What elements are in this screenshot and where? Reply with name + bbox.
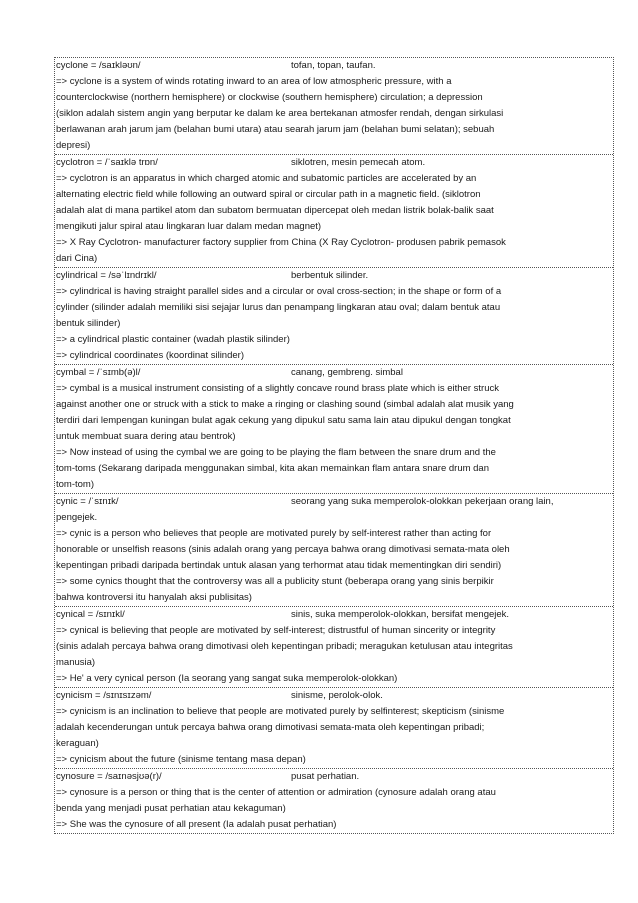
entry-text-line: (siklon adalah sistem angin yang berputar ke dalam ke area bertekanan atmosfer rendah, dengan sirkulasi xyxy=(56,108,504,119)
entry-translation: siklotren, mesin pemecah atom. xyxy=(291,157,426,168)
entry-text-line: cylinder (silinder adalah memiliki sisi sejajar lurus dan penampang lingkaran atau oval; dalam bentuk atau xyxy=(56,302,501,313)
entry-text-line: manusia) xyxy=(56,657,96,668)
entry-text-line: => cylindrical is having straight parallel sides and a circular or oval cross-section; in the shape or form of a xyxy=(56,286,502,297)
entry-text-line: pengejek. xyxy=(56,512,98,523)
entry-headword: cynosure = /saɪnəsjʊə(r)/ xyxy=(56,771,162,782)
entry-text-line: (sinis adalah percaya bahwa orang dimotivasi oleh kepentingan pribadi; meragukan ketulusan atau integritas xyxy=(56,641,513,652)
entry-text-line: => cyclone is a system of winds rotating inward to an area of low atmospheric pressure, with a xyxy=(56,76,452,87)
entry-text-line: alternating electric field while following an outward spiral or circular path in a magnetic field. (siklotron xyxy=(56,189,481,200)
entry-text-line: => She was the cynosure of all present (Ia adalah pusat perhatian) xyxy=(56,819,337,830)
entry-text-line: => cynosure is a person or thing that is the center of attention or admiration (cynosure adalah orang atau xyxy=(56,787,496,798)
entry-text-line: => cynicism is an inclination to believe that people are motivated purely by selfinterest; skepticism (sinisme xyxy=(56,706,505,717)
entry-text-line: untuk membuat suara dering atau bentrok) xyxy=(56,431,236,442)
entry-translation: canang, gembreng. simbal xyxy=(291,367,403,378)
entry-translation: pusat perhatian. xyxy=(291,771,360,782)
entry-text-line: bentuk silinder) xyxy=(56,318,121,329)
entry-header xyxy=(56,268,612,284)
entry-header xyxy=(56,494,612,510)
entry-text-line: => some cynics thought that the controversy was all a publicity stunt (beberapa orang yang sinis berpikir xyxy=(56,576,494,587)
entry-text-line: => cynicism about the future (sinisme tentang masa depan) xyxy=(56,754,306,765)
entry-text-line: keraguan) xyxy=(56,738,99,749)
entry-text-line: honorable or unselfish reasons (sinis adalah orang yang percaya bahwa orang dimotivasi semata-mata oleh xyxy=(56,544,510,555)
entry-text-line: => cylindrical coordinates (koordinat silinder) xyxy=(56,350,244,361)
entry-header xyxy=(56,769,612,785)
entry-text-line: dari Cina) xyxy=(56,253,98,264)
glossary-entry xyxy=(55,364,613,493)
entry-headword: cynical = /sɪnɪkl/ xyxy=(56,609,125,620)
entry-headword: cylindrical = /səˈlɪndrɪkl/ xyxy=(56,270,157,281)
entry-text-line: => cyclotron is an apparatus in which charged atomic and subatomic particles are accelerated by an xyxy=(56,173,477,184)
entry-headword: cynicism = /sɪnɪsɪzəm/ xyxy=(56,690,152,701)
entry-translation: sinis, suka memperolok-olokkan, bersifat mengejek. xyxy=(291,609,510,620)
entry-text-line: against another one or struck with a stick to make a ringing or clashing sound (simbal adalah alat musik yang xyxy=(56,399,514,410)
entry-text-line: benda yang menjadi pusat perhatian atau kekaguman) xyxy=(56,803,286,814)
entry-translation: sinisme, perolok-olok. xyxy=(291,690,383,701)
entry-text-line: adalah alat di mana partikel atom dan subatom bermuatan dipercepat oleh medan listrik bolak-balik saat xyxy=(56,205,494,216)
entry-text-line: adalah kecenderungan untuk percaya bahwa orang dimotivasi semata-mata oleh kepentingan pribadi; xyxy=(56,722,485,733)
entry-text-line: counterclockwise (northern hemisphere) or clockwise (southern hemisphere) circulation; a depression xyxy=(56,92,483,103)
entry-headword: cymbal = /ˈsɪmb(ə)l/ xyxy=(56,367,141,378)
glossary-entry xyxy=(55,493,613,606)
entry-text-line: depresi) xyxy=(56,140,91,151)
entry-text-line: => cynic is a person who believes that people are motivated purely by self-interest rather than acting for xyxy=(56,528,492,539)
entry-translation: seorang yang suka memperolok-olokkan pekerjaan orang lain, xyxy=(291,496,554,507)
glossary-entry xyxy=(55,768,613,833)
entry-text-line: mengikuti jalur spiral atau lingkaran luar dalam medan magnet) xyxy=(56,221,322,232)
entry-header xyxy=(56,607,612,623)
entry-text-line: => He' a very cynical person (Ia seorang yang sangat suka memperolok-olokkan) xyxy=(56,673,398,684)
glossary-document xyxy=(54,57,614,834)
entry-text-line: tom-tom) xyxy=(56,479,94,490)
entry-translation: berbentuk silinder. xyxy=(291,270,369,281)
glossary-entry xyxy=(55,267,613,364)
entry-header xyxy=(56,365,612,381)
entry-text-line: => Now instead of using the cymbal we are going to be playing the flam between the snare drum and the xyxy=(56,447,496,458)
glossary-entry xyxy=(55,58,613,154)
entry-header xyxy=(56,155,612,171)
entry-text-line: bahwa kontroversi itu hanyalah aksi publisitas) xyxy=(56,592,252,603)
entry-headword: cyclone = /saɪkləʊn/ xyxy=(56,60,141,71)
entry-text-line: tom-toms (Sekarang daripada menggunakan simbal, kita akan memainkan flam antara snare drum dan xyxy=(56,463,490,474)
entry-text-line: terdiri dari lempengan kuningan bulat agak cekung yang dipukul satu sama lain atau dipukul dengan tongkat xyxy=(56,415,511,426)
glossary-entry xyxy=(55,154,613,267)
entry-headword: cyclotron = /ˈsaɪklə trɒn/ xyxy=(56,157,158,168)
entry-text-line: berlawanan arah jarum jam (belahan bumi utara) atau searah jarum jam (belahan bumi selatan); sebuah xyxy=(56,124,495,135)
glossary-entry xyxy=(55,687,613,768)
entry-header xyxy=(56,58,612,74)
entry-headword: cynic = /ˈsɪnɪk/ xyxy=(56,496,119,507)
entry-translation: tofan, topan, taufan. xyxy=(291,60,376,71)
entry-header xyxy=(56,688,612,704)
entry-text-line: => cynical is believing that people are motivated by self-interest; distrustful of human sincerity or integrity xyxy=(56,625,496,636)
entry-text-line: => X Ray Cyclotron- manufacturer factory supplier from China (X Ray Cyclotron- produsen pabrik pemasok xyxy=(56,237,506,248)
entry-text-line: => cymbal is a musical instrument consisting of a slightly concave round brass plate which is either struck xyxy=(56,383,500,394)
glossary-entry xyxy=(55,606,613,687)
entry-text-line: => a cylindrical plastic container (wadah plastik silinder) xyxy=(56,334,290,345)
entry-text-line: kepentingan pribadi daripada bertindak untuk alasan yang terhormat atau tidak mementingkan diri sendiri) xyxy=(56,560,502,571)
